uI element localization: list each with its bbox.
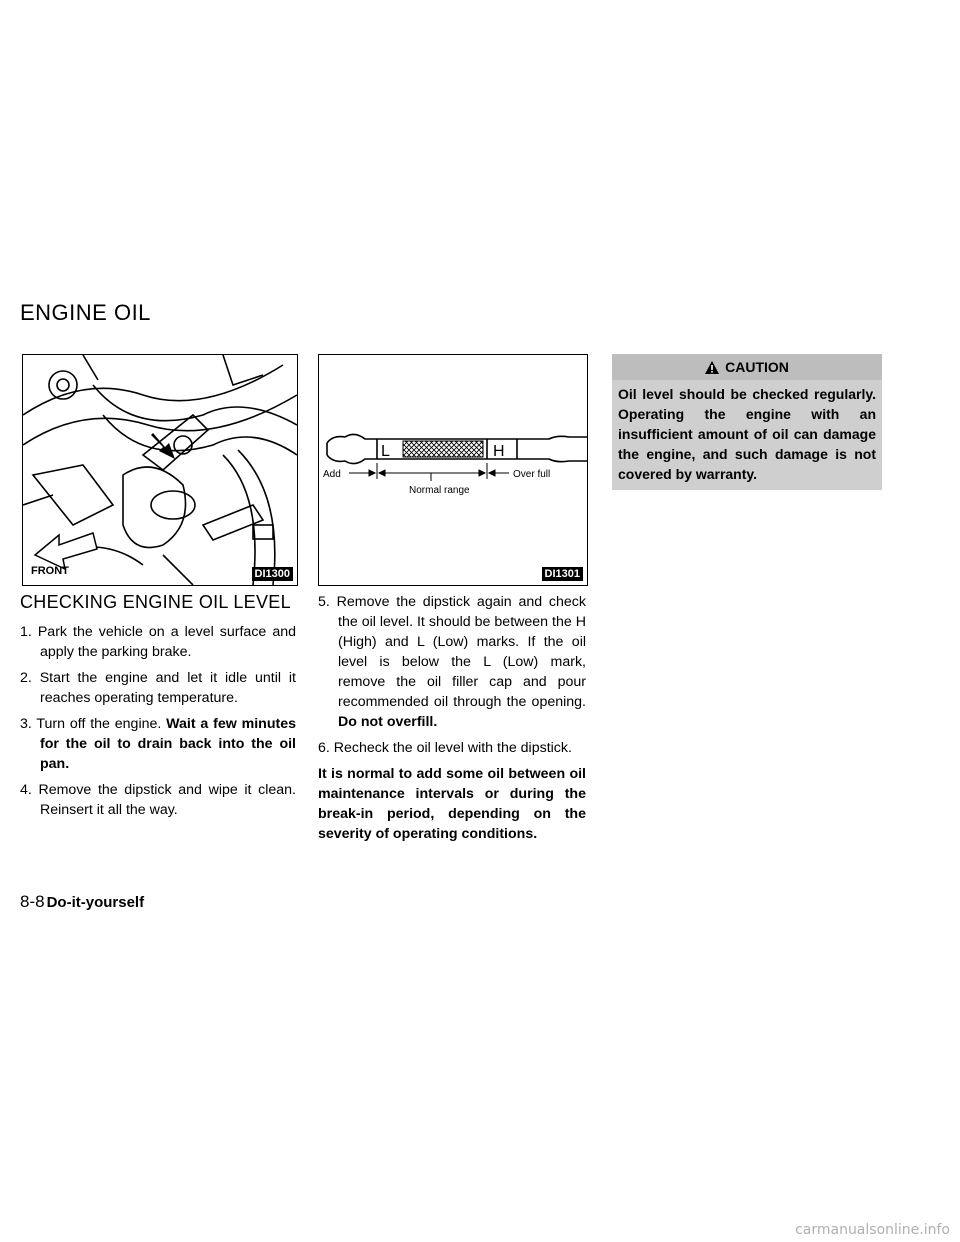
subheading: CHECKING ENGINE OIL LEVEL xyxy=(20,592,291,612)
front-label: FRONT xyxy=(31,565,69,577)
warning-icon xyxy=(705,361,719,374)
over-full-label: Over full xyxy=(513,469,551,480)
dipstick-high-mark: H xyxy=(493,443,505,460)
caution-text: Oil level should be checked regularly. Operating the engine with an insufficient amount of oil can damage the engine, and such damage is not covered by warranty. xyxy=(618,386,876,482)
column-left xyxy=(20,622,296,826)
normal-range-label: Normal range xyxy=(409,485,470,496)
column-right xyxy=(612,354,882,490)
column-middle xyxy=(318,592,586,844)
step-3: 3. Turn off the engine. Wait a few minutes for the oil to drain back into the oil pan. xyxy=(20,716,296,772)
page-footer xyxy=(20,892,144,912)
dipstick-illustration xyxy=(319,355,587,585)
watermark: carmanualsonline.info xyxy=(795,1222,950,1238)
step-6: 6. Recheck the oil level with the dipstick. xyxy=(318,740,572,756)
add-label: Add xyxy=(323,469,341,480)
caution-header xyxy=(612,354,882,380)
caution-box xyxy=(612,354,882,490)
engine-illustration xyxy=(23,355,297,585)
figure-dipstick xyxy=(318,354,588,586)
step-1: 1. Park the vehicle on a level surface and apply the parking brake. xyxy=(20,624,296,660)
page-number: 8-8 xyxy=(20,892,45,911)
footer-section: Do-it-yourself xyxy=(46,894,145,911)
note-paragraph: It is normal to add some oil between oil maintenance intervals or during the break-in period, depending on the severity of operating conditions. xyxy=(318,766,586,842)
figure-engine-compartment xyxy=(22,354,298,586)
step-4: 4. Remove the dipstick and wipe it clean. Reinsert it all the way. xyxy=(20,782,296,818)
figure-caption: DI1300 xyxy=(252,567,293,581)
front-arrow-icon xyxy=(35,533,97,569)
step-5: 5. Remove the dipstick again and check the oil level. It should be between the H (High) and L (Low) marks. If the oil level is below the L (Low) mark, remove the oil filler cap and pour recommended oil through the opening. Do not overfill. xyxy=(318,594,586,730)
section-title: ENGINE OIL xyxy=(20,300,151,325)
step-2: 2. Start the engine and let it idle until it reaches operating temperature. xyxy=(20,670,296,706)
figure-caption: DI1301 xyxy=(542,567,583,581)
caution-heading: CAUTION xyxy=(725,359,789,375)
dipstick-low-mark: L xyxy=(381,443,390,460)
